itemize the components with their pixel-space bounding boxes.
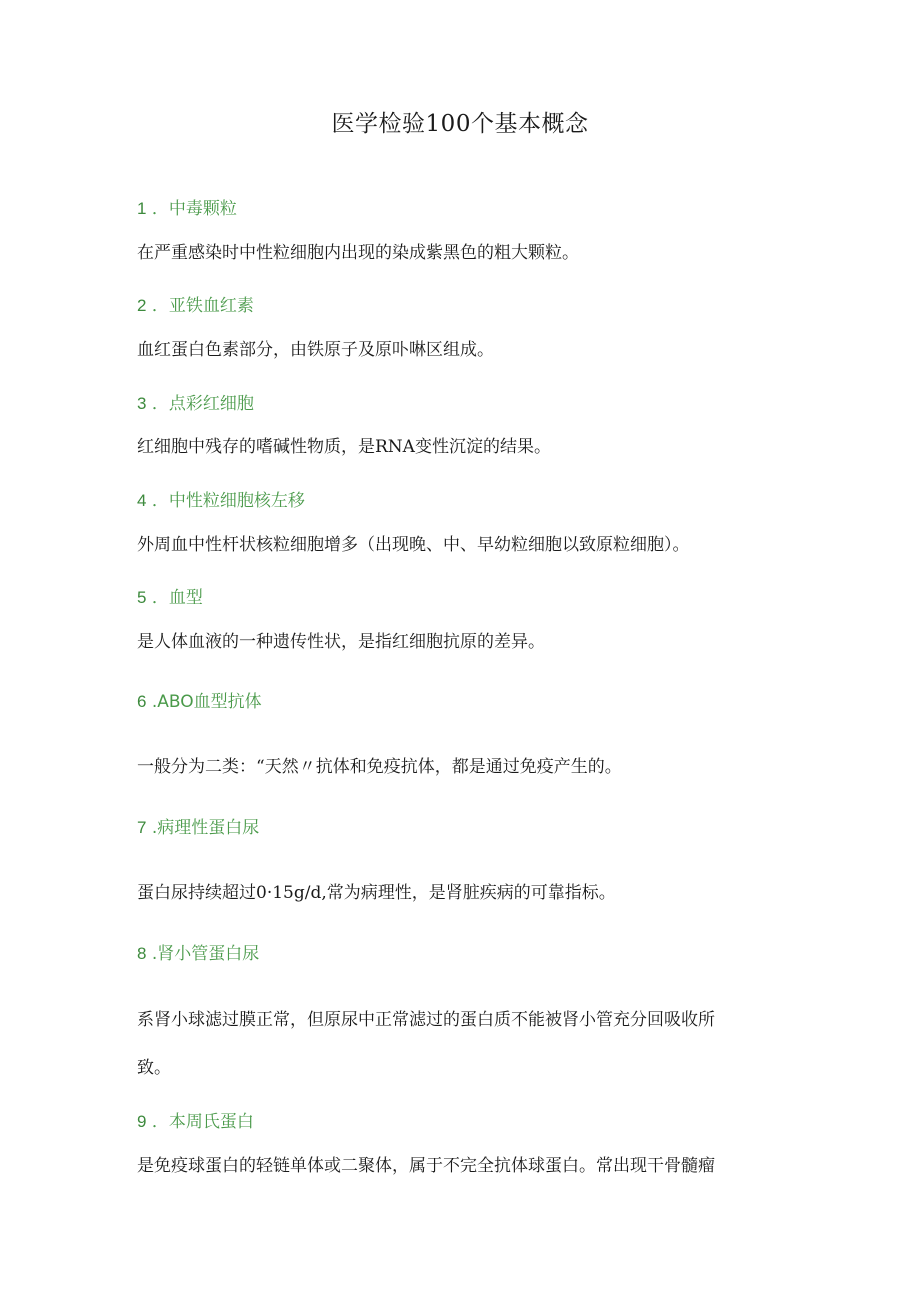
- entry-number: 1: [137, 199, 147, 218]
- entry-number: 6: [137, 692, 147, 711]
- entry-heading: [137, 939, 259, 964]
- entry-title: ．本周氏蛋白: [151, 1112, 254, 1132]
- entry-title: .肾小管蛋白尿: [151, 944, 260, 964]
- entry-text: 系肾小球滤过膜正常，但原尿中正常滤过的蛋白质不能被肾小管充分回吸收所: [137, 1010, 715, 1030]
- entry-title: ．亚铁血红素: [151, 296, 254, 316]
- entry-heading: [137, 389, 254, 414]
- entry-number: 5: [137, 588, 147, 607]
- entry-heading: [137, 583, 203, 608]
- entry-title: ．中性粒细胞核左移: [151, 491, 305, 511]
- entry-heading: [137, 486, 305, 511]
- entry-title: ．中毒颗粒: [151, 199, 237, 219]
- entry-text: 一般分为二类：“天然〃抗体和免疫抗体，都是通过免疫产生的。: [137, 757, 622, 777]
- entry-title: .病理性蛋白尿: [151, 818, 260, 838]
- entry-heading: [137, 813, 259, 838]
- entry-heading: [137, 687, 262, 712]
- entry-heading: [137, 1107, 254, 1132]
- entry-number: 8: [137, 944, 147, 963]
- entry-text: 外周血中性杆状核粒细胞增多（出现晚、中、早幼粒细胞以致原粒细胞）。: [137, 535, 690, 555]
- entry-heading: [137, 291, 254, 316]
- entry-text: 血红蛋白色素部分，由铁原子及原卟啉区组成。: [137, 340, 494, 360]
- entry-number: 7: [137, 818, 147, 837]
- entry-number: 4: [137, 491, 147, 510]
- entry-text: 蛋白尿持续超过0·15g/d,常为病理性，是肾脏疾病的可靠指标。: [137, 883, 616, 903]
- entry-number: 3: [137, 394, 147, 413]
- page-title: 医学检验100个基本概念: [331, 111, 589, 137]
- entry-number: 2: [137, 296, 147, 315]
- entry-text: 是人体血液的一种遗传性状，是指红细胞抗原的差异。: [137, 632, 545, 652]
- entry-heading: [137, 194, 237, 219]
- entry-number: 9: [137, 1112, 147, 1131]
- entry-title: ．点彩红细胞: [151, 394, 254, 414]
- entry-title: ．血型: [151, 588, 203, 608]
- entry-title: .ABO血型抗体: [151, 692, 262, 712]
- entry-text: 红细胞中残存的嗜碱性物质，是RNA变性沉淀的结果。: [137, 437, 551, 457]
- entry-text: 在严重感染时中性粒细胞内出现的染成紫黑色的粗大颗粒。: [137, 243, 579, 263]
- entry-text-continued: 致。: [137, 1058, 171, 1078]
- entry-text: 是免疫球蛋白的轻链单体或二聚体，属于不完全抗体球蛋白。常出现干骨髓瘤: [137, 1156, 715, 1176]
